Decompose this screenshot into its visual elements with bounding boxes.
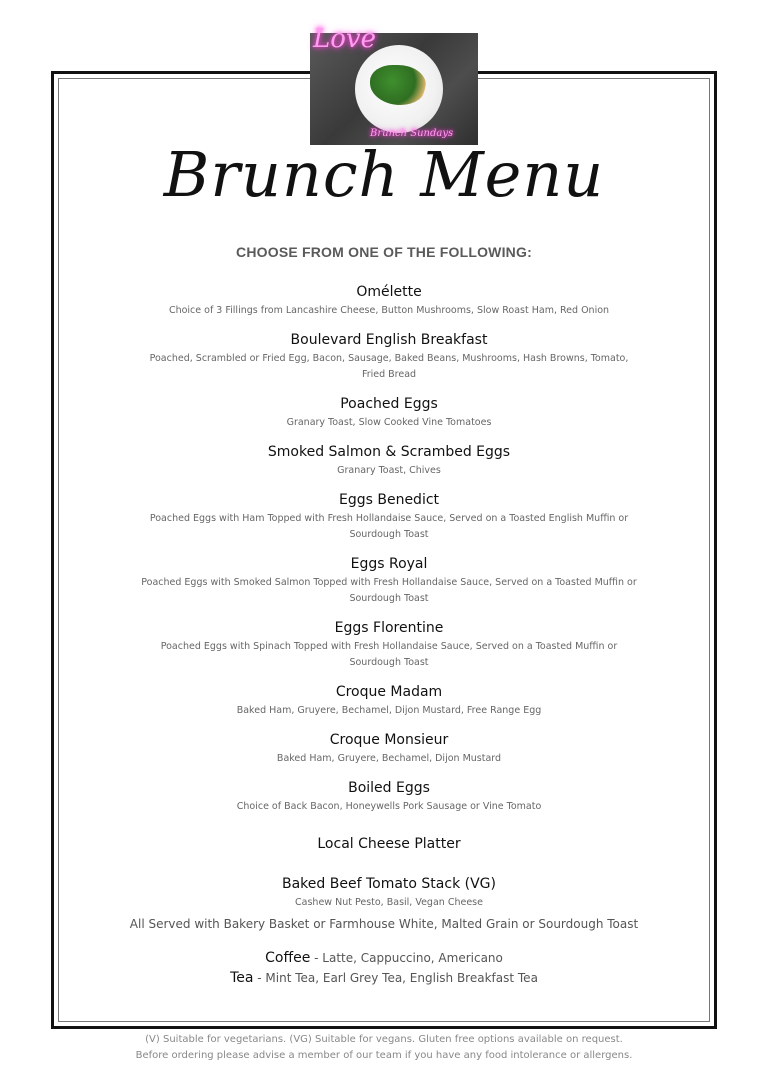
menu-item — [130, 729, 648, 767]
neon-love-sign: Love — [313, 24, 376, 54]
menu-item — [130, 681, 648, 719]
menu-subtitle: CHOOSE FROM ONE OF THE FOLLOWING: — [236, 244, 532, 260]
menu-item-name: Eggs Benedict — [338, 492, 440, 508]
menu-item-name: Baked Beef Tomato Stack (VG) — [282, 876, 496, 892]
menu-item — [130, 489, 648, 543]
menu-item-desc: Granary Toast, Chives — [337, 465, 441, 476]
tea-label: Tea — [230, 970, 254, 986]
menu-item-desc: Choice of Back Bacon, Honeywells Pork Sausage or Vine Tomato — [236, 801, 542, 812]
menu-item-desc: Poached Eggs with Ham Topped with Fresh Hollandaise Sauce, Served on a Toasted English Muffin or Sourdough Toast — [149, 513, 629, 540]
menu-item — [130, 777, 648, 815]
menu-item — [130, 617, 648, 671]
menu-item — [130, 441, 648, 479]
menu-item-desc: Poached Eggs with Spinach Topped with Fresh Hollandaise Sauce, Served on a Toasted Muffin or Sourdough Toast — [160, 641, 618, 668]
menu-item-name: Poached Eggs — [340, 396, 438, 412]
menu-item-name: Croque Madam — [335, 684, 443, 700]
menu-item — [130, 873, 648, 911]
menu-item-desc: Baked Ham, Gruyere, Bechamel, Dijon Mustard, Free Range Egg — [236, 705, 542, 716]
served-note: All Served with Bakery Basket or Farmhouse White, Malted Grain or Sourdough Toast — [129, 917, 639, 931]
menu-item-desc: Baked Ham, Gruyere, Bechamel, Dijon Mustard — [276, 753, 502, 764]
footer-diet-note: (V) Suitable for vegetarians. (VG) Suitable for vegans. Gluten free options available on request. — [145, 1034, 623, 1045]
menu-item-name: Boulevard English Breakfast — [290, 332, 488, 348]
coffee-line — [0, 950, 768, 966]
neon-subtitle-sign: Brunch Sundays — [370, 128, 454, 139]
tea-options: - Mint Tea, Earl Grey Tea, English Breakfast Tea — [253, 971, 538, 985]
menu-item-name: Eggs Royal — [350, 556, 428, 572]
menu-list — [130, 281, 648, 921]
page-title: Brunch Menu — [163, 138, 605, 211]
menu-item-desc: Poached Eggs with Smoked Salmon Topped with Fresh Hollandaise Sauce, Served on a Toasted Muffin or Sourdough Toast — [141, 577, 637, 604]
menu-item-name: Omélette — [356, 284, 422, 300]
menu-item-desc: Choice of 3 Fillings from Lancashire Cheese, Button Mushrooms, Slow Roast Ham, Red Onion — [168, 305, 610, 316]
coffee-label: Coffee — [265, 950, 311, 966]
coffee-options: - Latte, Cappuccino, Americano — [310, 951, 503, 965]
menu-item-name: Local Cheese Platter — [317, 836, 461, 852]
menu-item-desc: Cashew Nut Pesto, Basil, Vegan Cheese — [295, 897, 483, 908]
menu-item — [130, 281, 648, 319]
menu-item — [130, 833, 648, 855]
menu-item-name: Croque Monsieur — [329, 732, 449, 748]
menu-item-name: Eggs Florentine — [334, 620, 444, 636]
menu-item — [130, 329, 648, 383]
menu-item-desc: Granary Toast, Slow Cooked Vine Tomatoes — [286, 417, 492, 428]
menu-item — [130, 393, 648, 431]
menu-item — [130, 553, 648, 607]
menu-item-name: Boiled Eggs — [348, 780, 430, 796]
footer-allergen-note: Before ordering please advise a member of our team if you have any food intolerance or allergens. — [135, 1050, 633, 1061]
menu-item-name: Smoked Salmon & Scrambed Eggs — [267, 444, 511, 460]
menu-item-desc: Poached, Scrambled or Fried Egg, Bacon, Sausage, Baked Beans, Mushrooms, Hash Browns, Tomato, Fried Bread — [149, 353, 629, 380]
tea-line — [0, 970, 768, 986]
